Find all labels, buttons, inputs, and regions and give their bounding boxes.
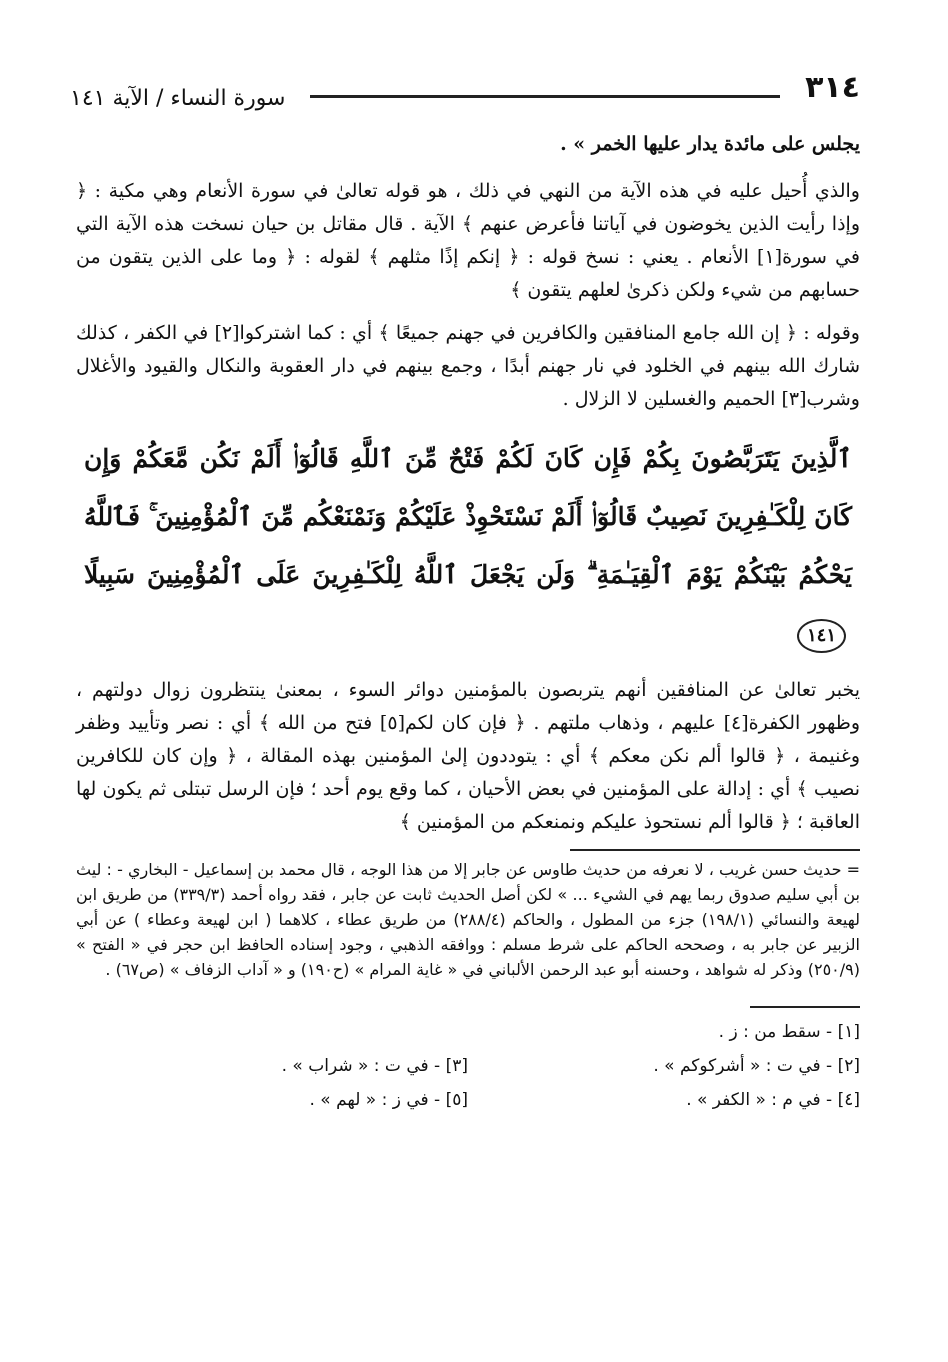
page-header: [70, 70, 860, 122]
footnote-separator: [750, 1006, 860, 1008]
footnote-4: [٤] - في م : « الكفر » .: [686, 1090, 860, 1110]
note-separator: [570, 849, 860, 851]
footnote-5: [٥] - في ز : « لهم » .: [309, 1090, 468, 1110]
header-rule: [310, 95, 780, 98]
footnote-1: [١] - سقط من : ز .: [718, 1022, 860, 1042]
page-body: [76, 128, 860, 1114]
paragraph-3: يخبر تعالىٰ عن المنافقين أنهم يتربصون بالمؤمنين دوائر السوء ، بمعنىٰ ينتظرون زوال دولتهم ، وظهور الكفرة[٤] عليهم ، وذهاب ملتهم . ﴿ فإن كان لكم[٥] فتح من الله ﴾ أي : نصر وتأييد وظفر وغنيمة ، ﴿ قالوا ألم نكن معكم ﴾ أي : يتوددون إلىٰ المؤمنين بهذه المقالة ، ﴿ وإن كان للكافرين نصيب ﴾ أي : إدالة على المؤمنين في بعض الأحيان ، كما وقع يوم أحد ؛ فإن الرسل تبتلى ثم يكون لها العاقبة ؛ ﴿ قالوا ألم نستحوذ عليكم ونمنعكم من المؤمنين ﴾: [76, 679, 860, 833]
footnote-2: [٢] - في ت : « أشركوكم » .: [653, 1056, 860, 1076]
paragraph-2: وقوله : ﴿ إن الله جامع المنافقين والكافرين في جهنم جميعًا ﴾ أي : كما اشتركوا[٢] في الكفر ، كذلك شارك الله بينهم في الخلود في نار جهنم أبدًا ، وجمع بينهم في دار العقوبة والنكال والقيود والأغلال وشرب[٣] الحميم والغسلين لا الزلال .: [76, 322, 860, 410]
page-number: ٣١٤: [805, 70, 860, 105]
footnote-3: [٣] - في ت : « شراب » .: [281, 1056, 468, 1076]
paragraph-continuation: يجلس على مائدة يدار عليها الخمر » .: [560, 133, 860, 155]
verse-text: ٱلَّذِينَ يَتَرَبَّصُونَ بِكُمْ فَإِن كَانَ لَكُمْ فَتْحٌ مِّنَ ٱللَّهِ قَالُوٓا۟ أَلَمْ نَكُن مَّعَكُمْ وَإِن كَانَ لِلْكَـٰفِرِينَ نَصِيبٌ قَالُوٓا۟ أَلَمْ نَسْتَحْوِذْ عَلَيْكُمْ وَنَمْنَعْكُم مِّنَ ٱلْمُؤْمِنِينَ ۚ فَٱللَّهُ يَحْكُمُ بَيْنَكُمْ يَوْمَ ٱلْقِيَـٰمَةِ ۗ وَلَن يَجْعَلَ ٱللَّهُ لِلْكَـٰفِرِينَ عَلَى ٱلْمُؤْمِنِينَ سَبِيلًا: [84, 444, 852, 589]
carryover-note: = حديث حسن غريب ، لا نعرفه من حديث طاوس عن جابر إلا من هذا الوجه ، قال محمد بن إسماعيل - البخاري - : ليث بن أبي سليم صدوق ربما يهم في الشيء ... » لكن أصل الحديث ثابت عن جابر ، فقد رواه أحمد (٣٣٩/٣) من طريق ابن لهيعة والنسائي (١٩٨/١) جزء من المطول ، والحاكم (٢٨٨/٤) من طريق عطاء ، كلاهما ( ابن لهيعة وعطاء ) عن أبي الزبير عن جابر به ، وصححه الحاكم على شرط مسلم : ووافقه الذهبي ، وجود إسناده الحافظ ابن حجر في « الفتح » (٢٥٠/٩) وذكر له شواهد ، وحسنه أبو عبد الرحمن الألباني في « غاية المرام » (ح١٩٠) و « آداب الزفاف » (ص٦٧) .: [76, 860, 861, 979]
running-title: سورة النساء / الآية ١٤١: [70, 86, 286, 111]
footnotes: [76, 1018, 860, 1114]
paragraph-1: والذي أُحيل عليه في هذه الآية من النهي في ذلك ، هو قوله تعالىٰ في سورة الأنعام وهي مكية : ﴿ وإذا رأيت الذين يخوضون في آياتنا فأعرض عنهم ﴾ الآية . قال مقاتل بن حيان نسخت هذه الآية التي في سورة[١] الأنعام . يعني : نسخ قوله : ﴿ إنكم إذًا مثلهم ﴾ لقوله : ﴿ وما على الذين يتقون من حسابهم من شيء ولكن ذكرىٰ لعلهم يتقون ﴾: [76, 180, 860, 301]
verse-number-marker: ١٤١: [797, 619, 846, 653]
quran-verse: [76, 430, 860, 662]
